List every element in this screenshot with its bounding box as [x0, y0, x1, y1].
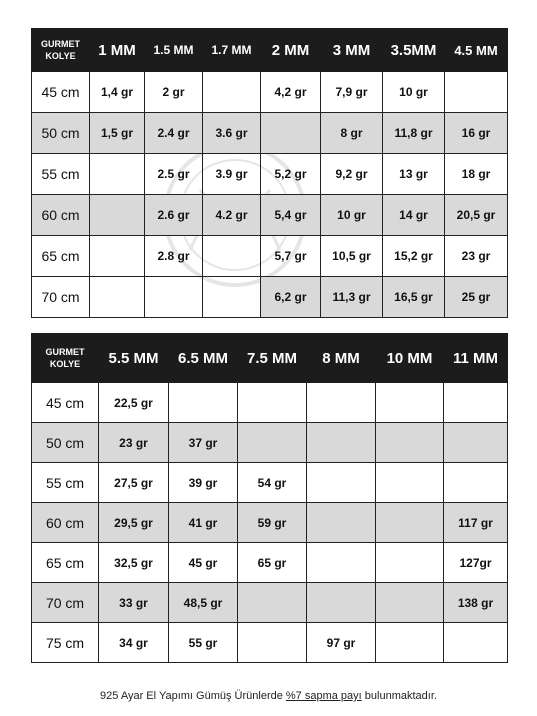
- table1-header-2mm: 2 MM: [261, 29, 321, 72]
- weight-cell: 2 gr: [145, 72, 203, 113]
- table-row: [32, 423, 508, 463]
- footnote: [0, 690, 537, 702]
- weight-cell: 33 gr: [99, 583, 169, 623]
- weight-cell: 16 gr: [445, 113, 508, 154]
- weight-cell: 27,5 gr: [99, 463, 169, 503]
- length-cell: 65 cm: [32, 543, 99, 583]
- weight-table-thin: [31, 28, 508, 318]
- length-cell: 50 cm: [32, 113, 90, 154]
- table2-header-5-5mm: 5.5 MM: [99, 334, 169, 383]
- weight-cell: 6,2 gr: [261, 277, 321, 318]
- length-cell: 45 cm: [32, 72, 90, 113]
- weight-cell: 34 gr: [99, 623, 169, 663]
- weight-cell: 23 gr: [99, 423, 169, 463]
- weight-cell: [307, 583, 376, 623]
- table-row: [32, 236, 508, 277]
- weight-cell: 22,5 gr: [99, 383, 169, 423]
- weight-cell: [307, 503, 376, 543]
- weight-cell: [376, 503, 444, 543]
- footnote-text-start: 925 Ayar El Yapımı Gümüş Ürünlerde: [100, 690, 286, 702]
- weight-cell: 117 gr: [444, 503, 508, 543]
- weight-cell: [203, 72, 261, 113]
- table1-header-4-5mm: 4.5 MM: [445, 29, 508, 72]
- length-cell: 65 cm: [32, 236, 90, 277]
- table-row: [32, 113, 508, 154]
- weight-cell: [90, 277, 145, 318]
- table-row: [32, 503, 508, 543]
- weight-cell: 11,8 gr: [383, 113, 445, 154]
- weight-cell: [376, 583, 444, 623]
- weight-cell: 65 gr: [238, 543, 307, 583]
- weight-cell: [376, 623, 444, 663]
- footnote-text-end: bulunmaktadır.: [361, 690, 437, 702]
- weight-cell: 45 gr: [169, 543, 238, 583]
- length-cell: 55 cm: [32, 154, 90, 195]
- table-row: [32, 623, 508, 663]
- weight-cell: 59 gr: [238, 503, 307, 543]
- table-row: [32, 277, 508, 318]
- weight-cell: 4.2 gr: [203, 195, 261, 236]
- weight-cell: [90, 236, 145, 277]
- length-cell: 75 cm: [32, 623, 99, 663]
- weight-cell: 2.5 gr: [145, 154, 203, 195]
- table1-corner-label: GURMET KOLYE: [32, 29, 90, 72]
- table1-header-row: [32, 29, 508, 72]
- table-row: [32, 195, 508, 236]
- weight-cell: 10,5 gr: [321, 236, 383, 277]
- table2-header-row: [32, 334, 508, 383]
- weight-cell: 8 gr: [321, 113, 383, 154]
- weight-cell: 20,5 gr: [445, 195, 508, 236]
- weight-cell: 1,5 gr: [90, 113, 145, 154]
- table1-header-1-7mm: 1.7 MM: [203, 29, 261, 72]
- table-row: [32, 463, 508, 503]
- weight-cell: 18 gr: [445, 154, 508, 195]
- weight-cell: 127gr: [444, 543, 508, 583]
- weight-cell: [307, 543, 376, 583]
- weight-cell: [307, 383, 376, 423]
- weight-cell: 25 gr: [445, 277, 508, 318]
- weight-cell: 13 gr: [383, 154, 445, 195]
- weight-cell: [376, 383, 444, 423]
- weight-cell: [203, 277, 261, 318]
- table2-header-7-5mm: 7.5 MM: [238, 334, 307, 383]
- weight-cell: 15,2 gr: [383, 236, 445, 277]
- weight-cell: 138 gr: [444, 583, 508, 623]
- weight-cell: 10 gr: [383, 72, 445, 113]
- weight-cell: [203, 236, 261, 277]
- table2-header-10mm: 10 MM: [376, 334, 444, 383]
- weight-cell: 55 gr: [169, 623, 238, 663]
- weight-cell: 16,5 gr: [383, 277, 445, 318]
- weight-cell: 29,5 gr: [99, 503, 169, 543]
- weight-cell: 3.9 gr: [203, 154, 261, 195]
- weight-cell: 2.8 gr: [145, 236, 203, 277]
- weight-cell: 5,4 gr: [261, 195, 321, 236]
- table1-header-3mm: 3 MM: [321, 29, 383, 72]
- table-row: [32, 383, 508, 423]
- weight-cell: [445, 72, 508, 113]
- weight-cell: 9,2 gr: [321, 154, 383, 195]
- table1-header-1-5mm: 1.5 MM: [145, 29, 203, 72]
- table2-header-6-5mm: 6.5 MM: [169, 334, 238, 383]
- table2-header-8mm: 8 MM: [307, 334, 376, 383]
- weight-cell: [238, 583, 307, 623]
- length-cell: 70 cm: [32, 277, 90, 318]
- weight-cell: 37 gr: [169, 423, 238, 463]
- weight-cell: [444, 463, 508, 503]
- weight-cell: [238, 383, 307, 423]
- length-cell: 45 cm: [32, 383, 99, 423]
- weight-cell: 5,7 gr: [261, 236, 321, 277]
- weight-cell: [238, 423, 307, 463]
- weight-cell: 10 gr: [321, 195, 383, 236]
- weight-cell: 14 gr: [383, 195, 445, 236]
- weight-cell: [90, 154, 145, 195]
- weight-cell: [169, 383, 238, 423]
- weight-cell: 4,2 gr: [261, 72, 321, 113]
- table1-header-1mm: 1 MM: [90, 29, 145, 72]
- weight-cell: [238, 623, 307, 663]
- weight-cell: [376, 423, 444, 463]
- footnote-deviation-note: %7 sapma payı: [285, 690, 362, 702]
- weight-cell: [376, 543, 444, 583]
- weight-table-thick: [31, 333, 508, 663]
- weight-cell: 5,2 gr: [261, 154, 321, 195]
- length-cell: 70 cm: [32, 583, 99, 623]
- weight-cell: 2.6 gr: [145, 195, 203, 236]
- table2-header-11mm: 11 MM: [444, 334, 508, 383]
- weight-cell: [90, 195, 145, 236]
- length-cell: 60 cm: [32, 503, 99, 543]
- weight-cell: 32,5 gr: [99, 543, 169, 583]
- weight-cell: [444, 383, 508, 423]
- weight-cell: [261, 113, 321, 154]
- weight-cell: 54 gr: [238, 463, 307, 503]
- weight-cell: 7,9 gr: [321, 72, 383, 113]
- weight-cell: [376, 463, 444, 503]
- weight-cell: 2.4 gr: [145, 113, 203, 154]
- weight-cell: [444, 623, 508, 663]
- weight-cell: 1,4 gr: [90, 72, 145, 113]
- weight-cell: [444, 423, 508, 463]
- table-row: [32, 154, 508, 195]
- table-row: [32, 583, 508, 623]
- table2-corner-label: GURMET KOLYE: [32, 334, 99, 383]
- weight-cell: 23 gr: [445, 236, 508, 277]
- length-cell: 50 cm: [32, 423, 99, 463]
- weight-cell: [307, 463, 376, 503]
- weight-cell: 11,3 gr: [321, 277, 383, 318]
- weight-cell: [307, 423, 376, 463]
- weight-cell: 97 gr: [307, 623, 376, 663]
- weight-cell: 41 gr: [169, 503, 238, 543]
- length-cell: 55 cm: [32, 463, 99, 503]
- length-cell: 60 cm: [32, 195, 90, 236]
- table-row: [32, 72, 508, 113]
- weight-cell: 48,5 gr: [169, 583, 238, 623]
- weight-cell: [145, 277, 203, 318]
- weight-cell: 39 gr: [169, 463, 238, 503]
- table-row: [32, 543, 508, 583]
- table1-header-3-5mm: 3.5MM: [383, 29, 445, 72]
- weight-cell: 3.6 gr: [203, 113, 261, 154]
